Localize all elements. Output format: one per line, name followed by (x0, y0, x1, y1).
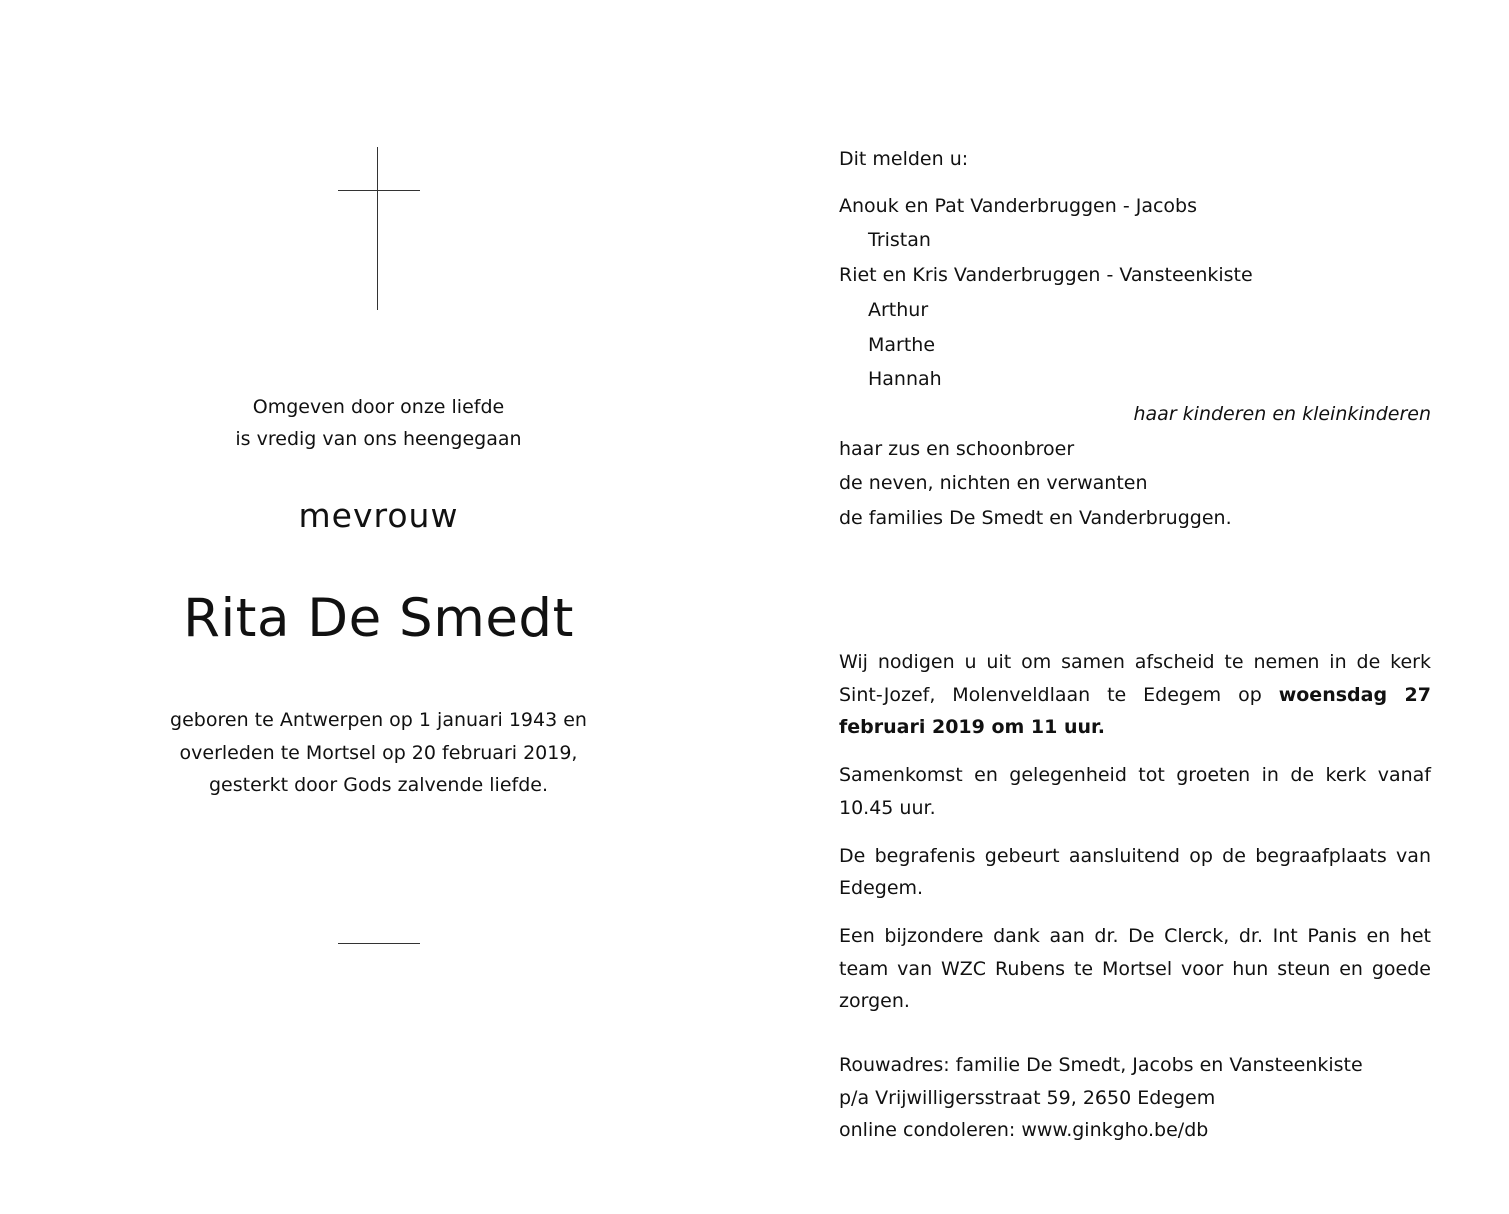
grandchild-name: Hannah (868, 368, 942, 391)
details-line: overleden te Mortsel op 20 februari 2019, (179, 741, 578, 764)
family-line: de neven, nichten en verwanten (839, 472, 1148, 495)
family-line: haar zus en schoonbroer (839, 437, 1075, 460)
address-line: Rouwadres: familie De Smedt, Jacobs en Vansteenkiste (839, 1054, 1363, 1076)
cross-horizontal-line (338, 190, 420, 191)
grandchild-name: Marthe (868, 333, 936, 356)
intro-text (130, 391, 627, 455)
invitation-paragraph (839, 646, 1431, 744)
invitation-date: woensdag 27 februari 2019 om 11 uur. (839, 683, 1431, 738)
details-line: gesterkt door Gods zalvende liefde. (209, 774, 548, 796)
details-line: geboren te Antwerpen op 1 januari 1943 en (170, 709, 587, 731)
thanks-paragraph: Een bijzondere dank aan dr. De Clerck, dr. Int Panis en het team van WZC Rubens te Mortsel voor hun steun en goede zorgen. (839, 925, 1431, 1012)
intro-line: Omgeven door onze liefde (252, 396, 505, 418)
deceased-name: Rita De Smedt (183, 588, 574, 649)
family-line: Anouk en Pat Vanderbruggen - Jacobs (839, 194, 1198, 217)
address-line: p/a Vrijwilligersstraat 59, 2650 Edegem (839, 1086, 1216, 1109)
address-block (839, 1049, 1431, 1147)
honorific: mevrouw (298, 496, 459, 535)
family-line: Riet en Kris Vanderbruggen - Vansteenkiste (839, 264, 1253, 287)
bottom-divider (338, 943, 420, 944)
relation-caption: haar kinderen en kleinkinderen (1133, 402, 1431, 425)
family-line: de families De Smedt en Vanderbruggen. (839, 507, 1232, 530)
condolence-link: online condoleren: www.ginkgho.be/db (839, 1119, 1209, 1141)
grandchild-name: Tristan (868, 229, 931, 252)
intro-line: is vredig van ons heengegaan (235, 428, 522, 450)
announcement-block (839, 142, 1431, 536)
gathering-paragraph: Samenkomst en gelegenheid tot groeten in de kerk vanaf 10.45 uur. (839, 764, 1431, 819)
grandchild-name: Arthur (868, 298, 929, 321)
announce-intro: Dit melden u: (839, 148, 969, 170)
invitation-block (839, 646, 1431, 1033)
burial-paragraph: De begrafenis gebeurt aansluitend op de begraafplaats van Edegem. (839, 844, 1431, 899)
life-details (130, 704, 627, 802)
cross-vertical-line (377, 147, 378, 310)
invitation-text: Wij nodigen u uit om samen afscheid te nemen in de kerk Sint-Jozef, Molenveldlaan te Edegem op (839, 651, 1431, 706)
